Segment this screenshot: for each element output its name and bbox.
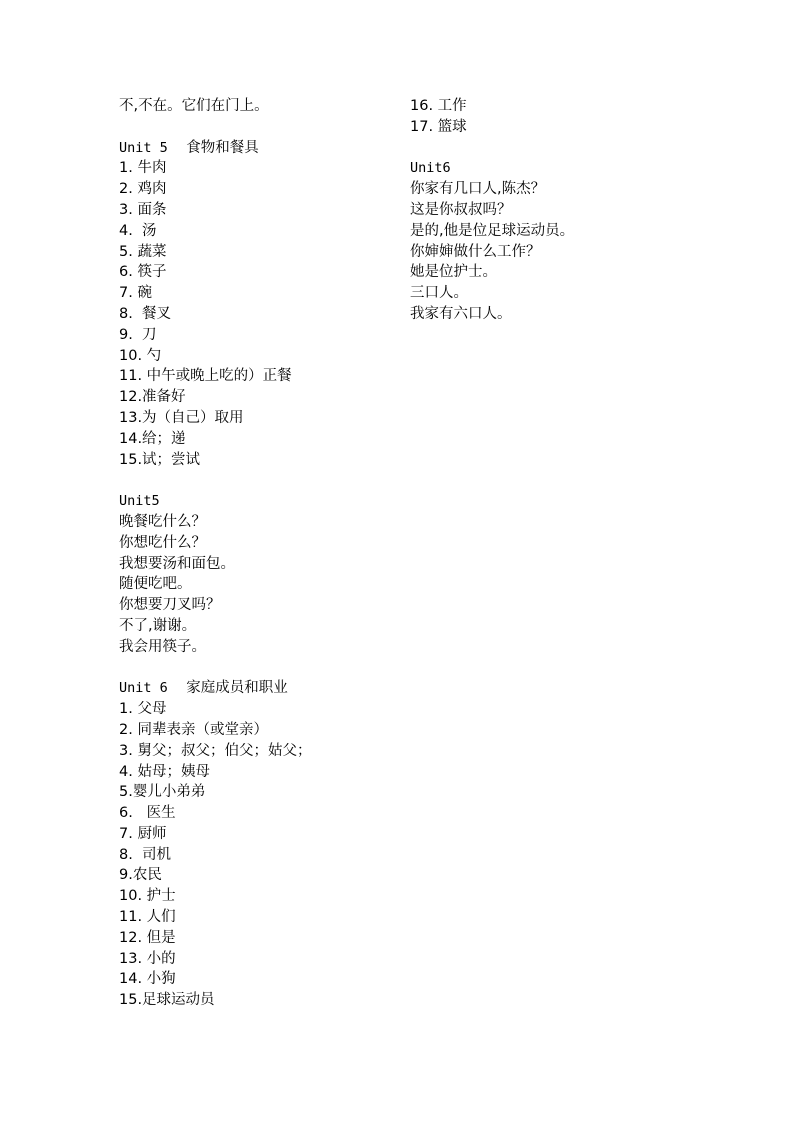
unit5-vocab-list bbox=[119, 158, 389, 470]
sentence-line: 三口人。 bbox=[410, 285, 468, 302]
sentence-line: 我会用筷子。 bbox=[119, 638, 206, 655]
list-item: 7. 厨师 bbox=[119, 825, 167, 842]
sentence-line: 这是你叔叔吗？ bbox=[410, 201, 512, 218]
spacer bbox=[119, 117, 389, 138]
unit6-sentences-heading: Unit6 bbox=[410, 160, 451, 177]
list-item: 3. 舅父；叔父；伯父；姑父； bbox=[119, 742, 312, 759]
list-item: 6. 筷子 bbox=[119, 264, 167, 281]
unit6-sentences-list bbox=[410, 179, 700, 325]
unit5-vocab-heading-title: 食物和餐具 bbox=[186, 139, 259, 156]
unit6-vocab-heading bbox=[119, 678, 389, 699]
list-item: 15.试；尝试 bbox=[119, 451, 201, 468]
list-item: 17. 篮球 bbox=[410, 118, 467, 135]
intro-line: 不,不在。它们在门上。 bbox=[119, 98, 269, 114]
sentence-line: 你想要刀叉吗？ bbox=[119, 597, 221, 614]
unit6-vocab-heading-unit: Unit 6 bbox=[119, 680, 168, 697]
unit5-sentences-heading: Unit5 bbox=[119, 493, 160, 510]
list-item: 8. 餐叉 bbox=[119, 305, 172, 322]
unit5-vocab-heading-unit: Unit 5 bbox=[119, 139, 168, 156]
list-item: 6. 医生 bbox=[119, 805, 176, 822]
list-item: 11. 人们 bbox=[119, 909, 176, 926]
sentence-line: 我想要汤和面包。 bbox=[119, 555, 235, 572]
sentence-line: 你婶婶做什么工作？ bbox=[410, 243, 541, 260]
unit5-sentences-list bbox=[119, 512, 389, 658]
unit6-vocab-list bbox=[119, 699, 389, 1011]
spacer bbox=[119, 658, 389, 679]
list-item: 13.为（自己）取用 bbox=[119, 409, 244, 426]
sentence-line: 我家有六口人。 bbox=[410, 305, 512, 322]
sentence-line: 她是位护士。 bbox=[410, 264, 497, 281]
list-item: 9.农民 bbox=[119, 867, 162, 884]
list-item: 16. 工作 bbox=[410, 98, 467, 114]
list-item: 12. 但是 bbox=[119, 929, 176, 946]
list-item: 14.给；递 bbox=[119, 430, 186, 447]
list-item: 4. 汤 bbox=[119, 222, 157, 239]
list-item: 1. 父母 bbox=[119, 701, 167, 718]
list-item: 10. 护士 bbox=[119, 888, 176, 905]
unit5-vocab-heading bbox=[119, 138, 389, 159]
sentence-line: 随便吃吧。 bbox=[119, 576, 192, 593]
list-item: 2. 鸡肉 bbox=[119, 181, 167, 198]
list-item: 9. 刀 bbox=[119, 326, 157, 343]
list-item: 10. 勺 bbox=[119, 347, 162, 364]
unit6-vocab-heading-title: 家庭成员和职业 bbox=[186, 680, 288, 697]
list-item: 7. 碗 bbox=[119, 285, 152, 302]
unit6-vocab-continued-list bbox=[410, 96, 700, 138]
list-item: 3. 面条 bbox=[119, 201, 167, 218]
sentence-line: 你家有几口人,陈杰？ bbox=[410, 181, 546, 198]
sentence-line: 不了,谢谢。 bbox=[119, 617, 197, 634]
sentence-line: 晚餐吃什么？ bbox=[119, 513, 206, 530]
list-item: 5.婴儿小弟弟 bbox=[119, 784, 206, 801]
list-item: 2. 同辈表亲（或堂亲） bbox=[119, 721, 268, 738]
spacer bbox=[119, 470, 389, 491]
right-column bbox=[410, 96, 700, 325]
list-item: 12.准备好 bbox=[119, 389, 186, 406]
list-item: 1. 牛肉 bbox=[119, 160, 167, 177]
left-column bbox=[119, 96, 389, 1011]
sentence-line: 是的,他是位足球运动员。 bbox=[410, 222, 575, 239]
list-item: 14. 小狗 bbox=[119, 971, 176, 988]
list-item: 11. 中午或晚上吃的）正餐 bbox=[119, 368, 292, 385]
list-item: 5. 蔬菜 bbox=[119, 243, 167, 260]
list-item: 13. 小的 bbox=[119, 950, 176, 967]
sentence-line: 你想吃什么？ bbox=[119, 534, 206, 551]
list-item: 8. 司机 bbox=[119, 846, 172, 863]
spacer bbox=[410, 138, 700, 159]
list-item: 15.足球运动员 bbox=[119, 992, 215, 1009]
list-item: 4. 姑母；姨母 bbox=[119, 763, 210, 780]
